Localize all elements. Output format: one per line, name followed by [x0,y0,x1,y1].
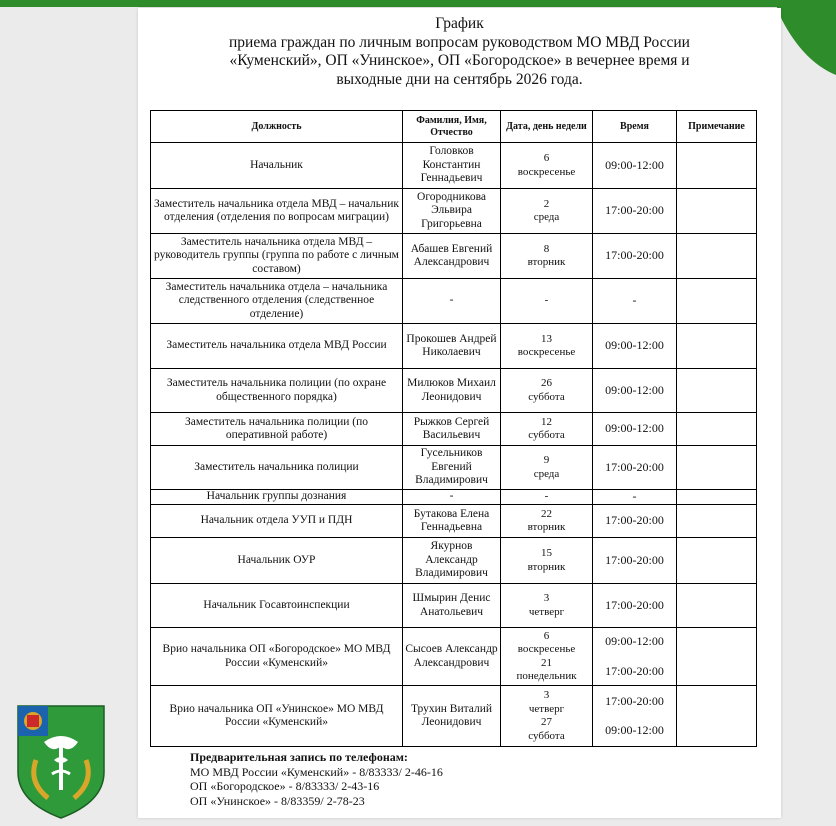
cell-name: Прокошев Андрей Николаевич [403,324,501,369]
cell-date [501,189,593,234]
cell-date [501,324,593,369]
document-title [138,15,781,89]
date-day: - [544,490,549,503]
date-day: 6 [543,629,550,642]
date-weekday: четверг [528,605,565,618]
table-row [151,189,757,234]
cell-date [501,369,593,413]
date-day: 3 [543,689,550,701]
coat-of-arms-icon [14,702,108,820]
time-range: 17:00-20:00 [605,459,664,474]
date-weekday: вторник [527,560,566,573]
date-weekday: понедельник [516,670,577,682]
cell-note [677,505,757,538]
table-row [151,538,757,584]
document-page [138,8,781,818]
cell-name: Бутакова Елена Геннадьевна [403,505,501,538]
title-line-1: График [435,15,484,32]
cell-note [677,279,757,324]
time-range: 09:00-12:00 [605,157,664,172]
cell-position: Врио начальника ОП «Богородское» МО МВД России «Куменский» [151,628,403,686]
date-weekday: среда [533,211,560,223]
time-range: 09:00-12:00 [605,421,664,436]
phone-line: ОП «Унинское» - 8/83359/ 2-78-23 [190,793,365,808]
cell-time [593,279,677,324]
cell-time [593,369,677,413]
cell-name: Шмырин Денис Анатольевич [403,584,501,628]
date-day: 22 [541,507,552,520]
cell-time [593,490,677,505]
cell-date [501,279,593,324]
cell-time [593,628,677,686]
time-range: - [632,489,637,504]
cell-date [501,490,593,505]
date-day: - [544,294,549,307]
corner-accent-shape [774,0,836,75]
phone-line: МО МВД России «Куменский» - 8/83333/ 2-46-16 [190,764,443,779]
cell-position: Заместитель начальника отдела МВД – руководитель группы (группа по работе с личным составом) [151,234,403,279]
time-range: - [632,293,637,308]
table-row [151,369,757,413]
cell-name: Абашев Евгений Александрович [403,234,501,279]
date-day: 27 [541,716,552,728]
cell-time [593,505,677,538]
cell-time [593,584,677,628]
cell-date [501,538,593,584]
cell-position: Заместитель начальника отдела МВД – начальник отделения (отделения по вопросам миграции) [151,189,403,234]
cell-note [677,538,757,584]
date-day: 15 [541,547,552,559]
cell-name: Рыжков Сергей Васильевич [403,413,501,446]
cell-position: Заместитель начальника отдела – начальника следственного отделения (следственное отделение) [151,279,403,324]
cell-name: - [403,490,501,505]
cell-time [593,189,677,234]
header-time: Время [593,111,677,143]
cell-date [501,686,593,747]
cell-note [677,234,757,279]
time-range: 17:00-20:00 [605,513,664,528]
cell-name: Сысоев Александр Александрович [403,628,501,686]
cell-time [593,324,677,369]
cell-position: Заместитель начальника отдела МВД России [151,324,403,369]
date-day: 9 [543,454,550,466]
table-row [151,143,757,189]
cell-note [677,324,757,369]
cell-time [593,446,677,490]
cell-name: Головков Константин Геннадьевич [403,143,501,189]
cell-position: Начальник группы дознания [151,490,403,505]
time-range: 17:00-20:00 [605,597,664,612]
cell-date [501,446,593,490]
title-line-3: «Куменский», ОП «Унинское», ОП «Богородское» в вечернее время и [229,52,690,69]
table-row [151,584,757,628]
phone-heading: Предварительная запись по телефонам: [190,750,408,764]
cell-date [501,413,593,446]
time-range: 17:00-20:00 [605,248,664,263]
date-weekday: четверг [528,702,565,715]
cell-time [593,143,677,189]
table-row [151,505,757,538]
time-range: 17:00-20:00 [605,552,664,567]
date-day: 12 [541,415,552,428]
cell-position: Начальник ОУР [151,538,403,584]
date-weekday: среда [533,467,560,480]
cell-note [677,413,757,446]
phone-info [190,750,443,808]
cell-note [677,446,757,490]
time-range: 17:00-20:00 [605,693,664,708]
date-day: 6 [543,152,550,164]
cell-note [677,369,757,413]
title-line-2: приема граждан по личным вопросам руководством МО МВД России [229,33,690,51]
cell-date [501,584,593,628]
cell-name: Милюков Михаил Леонидович [403,369,501,413]
table-row [151,446,757,490]
time-range: 17:00-20:00 [605,203,664,218]
cell-position: Начальник Госавтоинспекции [151,584,403,628]
table-row [151,413,757,446]
date-day: 3 [543,592,550,604]
cell-time [593,234,677,279]
time-range: 09:00-12:00 [605,634,664,648]
date-weekday: суббота [528,729,565,742]
cell-note [677,189,757,234]
cell-note [677,584,757,628]
date-weekday: воскресенье [517,165,576,178]
table-header-row [151,111,757,143]
cell-time [593,413,677,446]
cell-position: Заместитель начальника полиции (по охране общественного порядка) [151,369,403,413]
date-weekday: воскресенье [517,643,576,655]
time-range: 17:00-20:00 [605,663,664,678]
date-weekday: вторник [527,521,566,533]
time-range: 09:00-12:00 [605,338,664,353]
cell-position: Врио начальника ОП «Унинское» МО МВД России «Куменский» [151,686,403,747]
table-row [151,686,757,747]
cell-time [593,538,677,584]
schedule-table [150,110,757,747]
date-weekday: вторник [527,256,566,268]
cell-note [677,143,757,189]
table-row [151,324,757,369]
cell-position: Заместитель начальника полиции [151,446,403,490]
table-row [151,234,757,279]
top-accent-strip [0,0,836,7]
table-row [151,490,757,505]
cell-position: Начальник [151,143,403,189]
header-name: Фамилия, Имя, Отчество [403,111,501,143]
cell-position: Начальник отдела УУП и ПДН [151,505,403,538]
cell-date [501,628,593,686]
cell-date [501,505,593,538]
cell-date [501,143,593,189]
time-range: 09:00-12:00 [605,382,664,397]
title-line-4: выходные дни на сентябрь 2026 года. [336,70,583,88]
cell-note [677,490,757,505]
cell-note [677,686,757,747]
date-day: 8 [543,242,550,255]
cell-name: Гусельников Евгений Владимирович [403,446,501,490]
header-note: Примечание [677,111,757,143]
date-day: 26 [541,377,552,389]
header-position: Должность [151,111,403,143]
cell-position: Заместитель начальника полиции (по оперативной работе) [151,413,403,446]
cell-name: - [403,279,501,324]
cell-name: Трухин Виталий Леонидович [403,686,501,747]
date-day: 13 [541,332,552,345]
table-row [151,628,757,686]
time-range: 09:00-12:00 [605,723,664,737]
date-day: 2 [543,197,550,210]
date-weekday: суббота [528,429,565,441]
cell-note [677,628,757,686]
date-day: 21 [541,656,552,669]
cell-name: Огородникова Эльвира Григорьевна [403,189,501,234]
header-date: Дата, день недели [501,111,593,143]
cell-date [501,234,593,279]
date-weekday: воскресенье [517,346,576,358]
cell-name: Якурнов Александр Владимирович [403,538,501,584]
table-row [151,279,757,324]
date-weekday: суббота [528,390,565,403]
phone-line: ОП «Богородское» - 8/83333/ 2-43-16 [190,779,380,793]
cell-time [593,686,677,747]
